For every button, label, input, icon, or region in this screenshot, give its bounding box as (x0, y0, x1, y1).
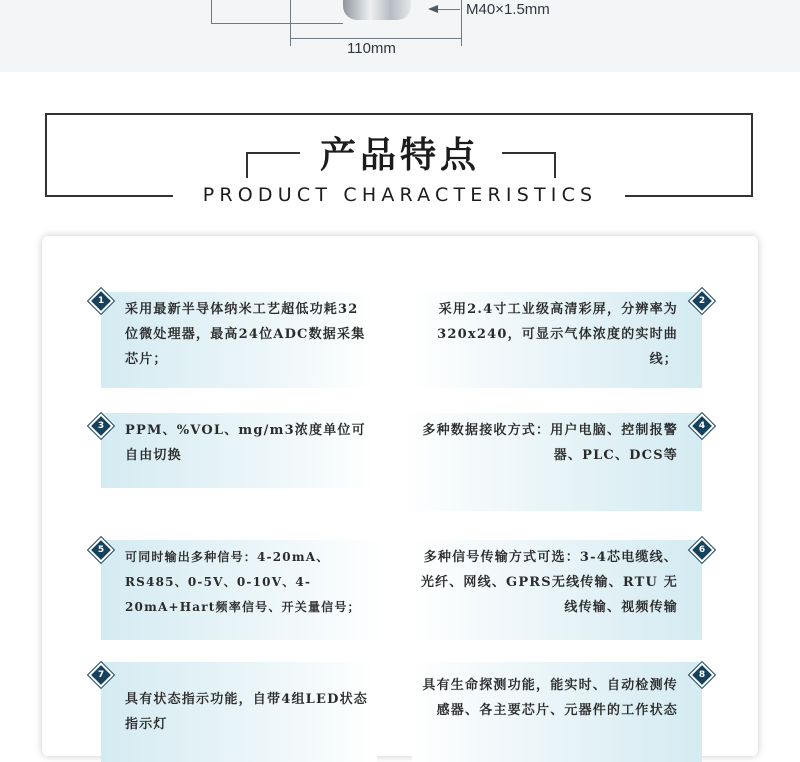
feature-text: 具有状态指示功能，自带4组LED状态指示灯 (125, 692, 368, 732)
feature-number-badge: 6 (689, 537, 714, 562)
feature-item-6 (412, 540, 702, 640)
dimension-line-right (461, 0, 462, 46)
feature-number-badge: 1 (88, 288, 113, 313)
feature-item-4 (402, 413, 702, 511)
dimension-line-left (211, 0, 212, 24)
sensor-probe (343, 0, 411, 20)
feature-number-badge: 2 (689, 288, 714, 313)
feature-text: 采用2.4寸工业级高清彩屏，分辨率为320x240，可显示气体浓度的实时曲线； (437, 302, 678, 367)
feature-text: 采用最新半导体纳米工艺超低功耗32位微处理器，最高24位ADC数据采集芯片； (125, 302, 366, 367)
feature-item-5 (101, 540, 383, 640)
feature-item-1 (101, 292, 377, 388)
feature-number-badge: 3 (88, 413, 113, 438)
feature-number-badge: 7 (88, 662, 113, 687)
section-title: 产品特点 (319, 135, 480, 176)
feature-text: 可同时输出多种信号：4-20mA、RS485、0-5V、0-10V、4-20mA+Hart频率信号、开关量信号； (125, 550, 361, 614)
feature-text: 多种数据接收方式：用户电脑、控制报警器、PLC、DCS等 (422, 423, 678, 463)
feature-number-badge: 5 (88, 537, 113, 562)
dimension-line-horizontal (290, 38, 462, 39)
section-subtitle: PRODUCT CHARACTERISTICS (202, 184, 598, 206)
leader-arrow-icon (428, 5, 438, 13)
feature-item-3 (101, 413, 377, 488)
dimension-line-top (211, 23, 343, 24)
feature-item-2 (412, 292, 702, 388)
feature-number-badge: 4 (689, 413, 714, 438)
feature-text: 多种信号传输方式可选：3-4芯电缆线、光纤、网线、GPRS无线传输、RTU 无线传输、视频传输 (420, 550, 678, 615)
feature-number-badge: 8 (689, 662, 714, 687)
feature-text: 具有生命探测功能，能实时、自动检测传感器、各主要芯片、元器件的工作状态 (422, 678, 678, 718)
feature-item-8 (412, 662, 702, 762)
length-label: 110mm (347, 40, 396, 57)
feature-text: PPM、%VOL、mg/m3浓度单位可自由切换 (125, 423, 366, 463)
thread-label: M40×1.5mm (466, 1, 550, 18)
feature-item-7 (101, 662, 377, 762)
